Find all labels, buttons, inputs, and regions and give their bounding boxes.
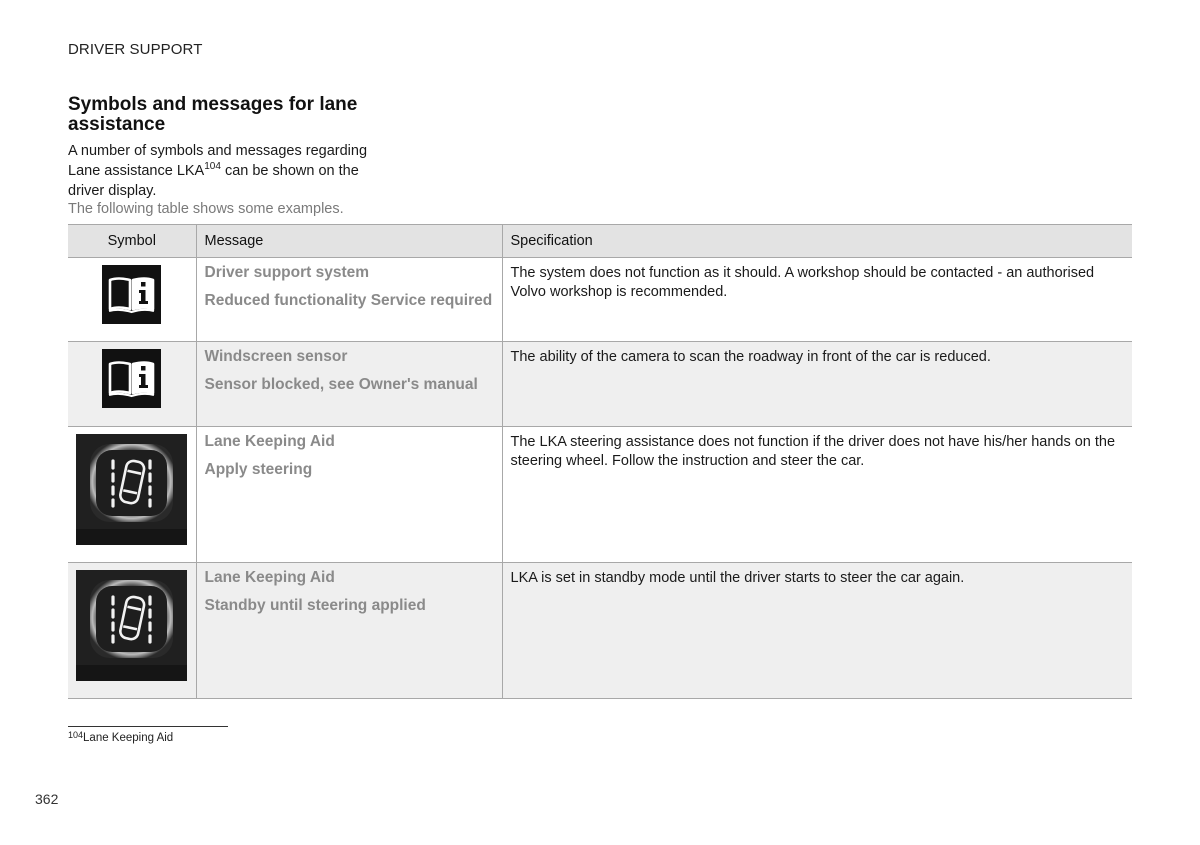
specification-cell: The ability of the camera to scan the roadway in front of the car is reduced. bbox=[502, 342, 1132, 427]
table-header-row bbox=[68, 225, 1132, 258]
message-detail: Sensor blocked, see Owner's manual bbox=[204, 376, 478, 393]
message-title: Windscreen sensor bbox=[204, 348, 348, 365]
symbol-cell bbox=[68, 342, 196, 427]
message-cell bbox=[196, 563, 502, 699]
table-row bbox=[68, 258, 1132, 342]
specification-cell: LKA is set in standby mode until the driver starts to steer the car again. bbox=[502, 563, 1132, 699]
page-title: Symbols and messages for lane assistance bbox=[68, 94, 358, 135]
intro-note: The following table shows some examples. bbox=[68, 201, 344, 217]
footnote-text: Lane Keeping Aid bbox=[83, 732, 174, 744]
intro-text: A number of symbols and messages regarding Lane assistance LKA bbox=[68, 143, 368, 179]
footnote bbox=[68, 732, 173, 744]
message-detail: Standby until steering applied bbox=[204, 597, 426, 614]
specification-cell: The system does not function as it should. A workshop should be contacted - an authorised Volvo workshop is recommended. bbox=[502, 258, 1132, 342]
footnote-reference[interactable]: 104 bbox=[204, 161, 221, 172]
table-row bbox=[68, 342, 1132, 427]
message-title: Lane Keeping Aid bbox=[204, 433, 335, 450]
footnote-number: 104 bbox=[68, 730, 84, 740]
column-header-message: Message bbox=[196, 225, 502, 258]
symbols-messages-table bbox=[68, 224, 1132, 699]
lane-keeping-aid-icon bbox=[76, 570, 187, 681]
page-number: 362 bbox=[35, 791, 59, 807]
message-detail: Reduced functionality Service required bbox=[204, 292, 493, 309]
symbol-cell bbox=[68, 563, 196, 699]
intro-text-end: can be shown on the driver display. bbox=[68, 163, 359, 199]
message-cell bbox=[196, 258, 502, 342]
symbol-cell bbox=[68, 427, 196, 563]
owners-manual-info-icon bbox=[102, 349, 161, 408]
lane-keeping-aid-icon bbox=[76, 434, 187, 545]
specification-cell: The LKA steering assistance does not function if the driver does not have his/her hands on the steering wheel. Follow the instruction and steer the car. bbox=[502, 427, 1132, 563]
intro-paragraph bbox=[68, 141, 398, 201]
message-cell bbox=[196, 427, 502, 563]
table-row bbox=[68, 563, 1132, 699]
message-cell bbox=[196, 342, 502, 427]
column-header-specification: Specification bbox=[502, 225, 1132, 258]
symbol-cell bbox=[68, 258, 196, 342]
message-detail: Apply steering bbox=[204, 461, 313, 478]
section-header: DRIVER SUPPORT bbox=[68, 41, 203, 58]
message-title: Lane Keeping Aid bbox=[204, 569, 335, 586]
message-title: Driver support system bbox=[204, 264, 370, 281]
column-header-symbol: Symbol bbox=[68, 225, 196, 258]
table-row bbox=[68, 427, 1132, 563]
owners-manual-info-icon bbox=[102, 265, 161, 324]
footnote-divider bbox=[68, 726, 228, 727]
